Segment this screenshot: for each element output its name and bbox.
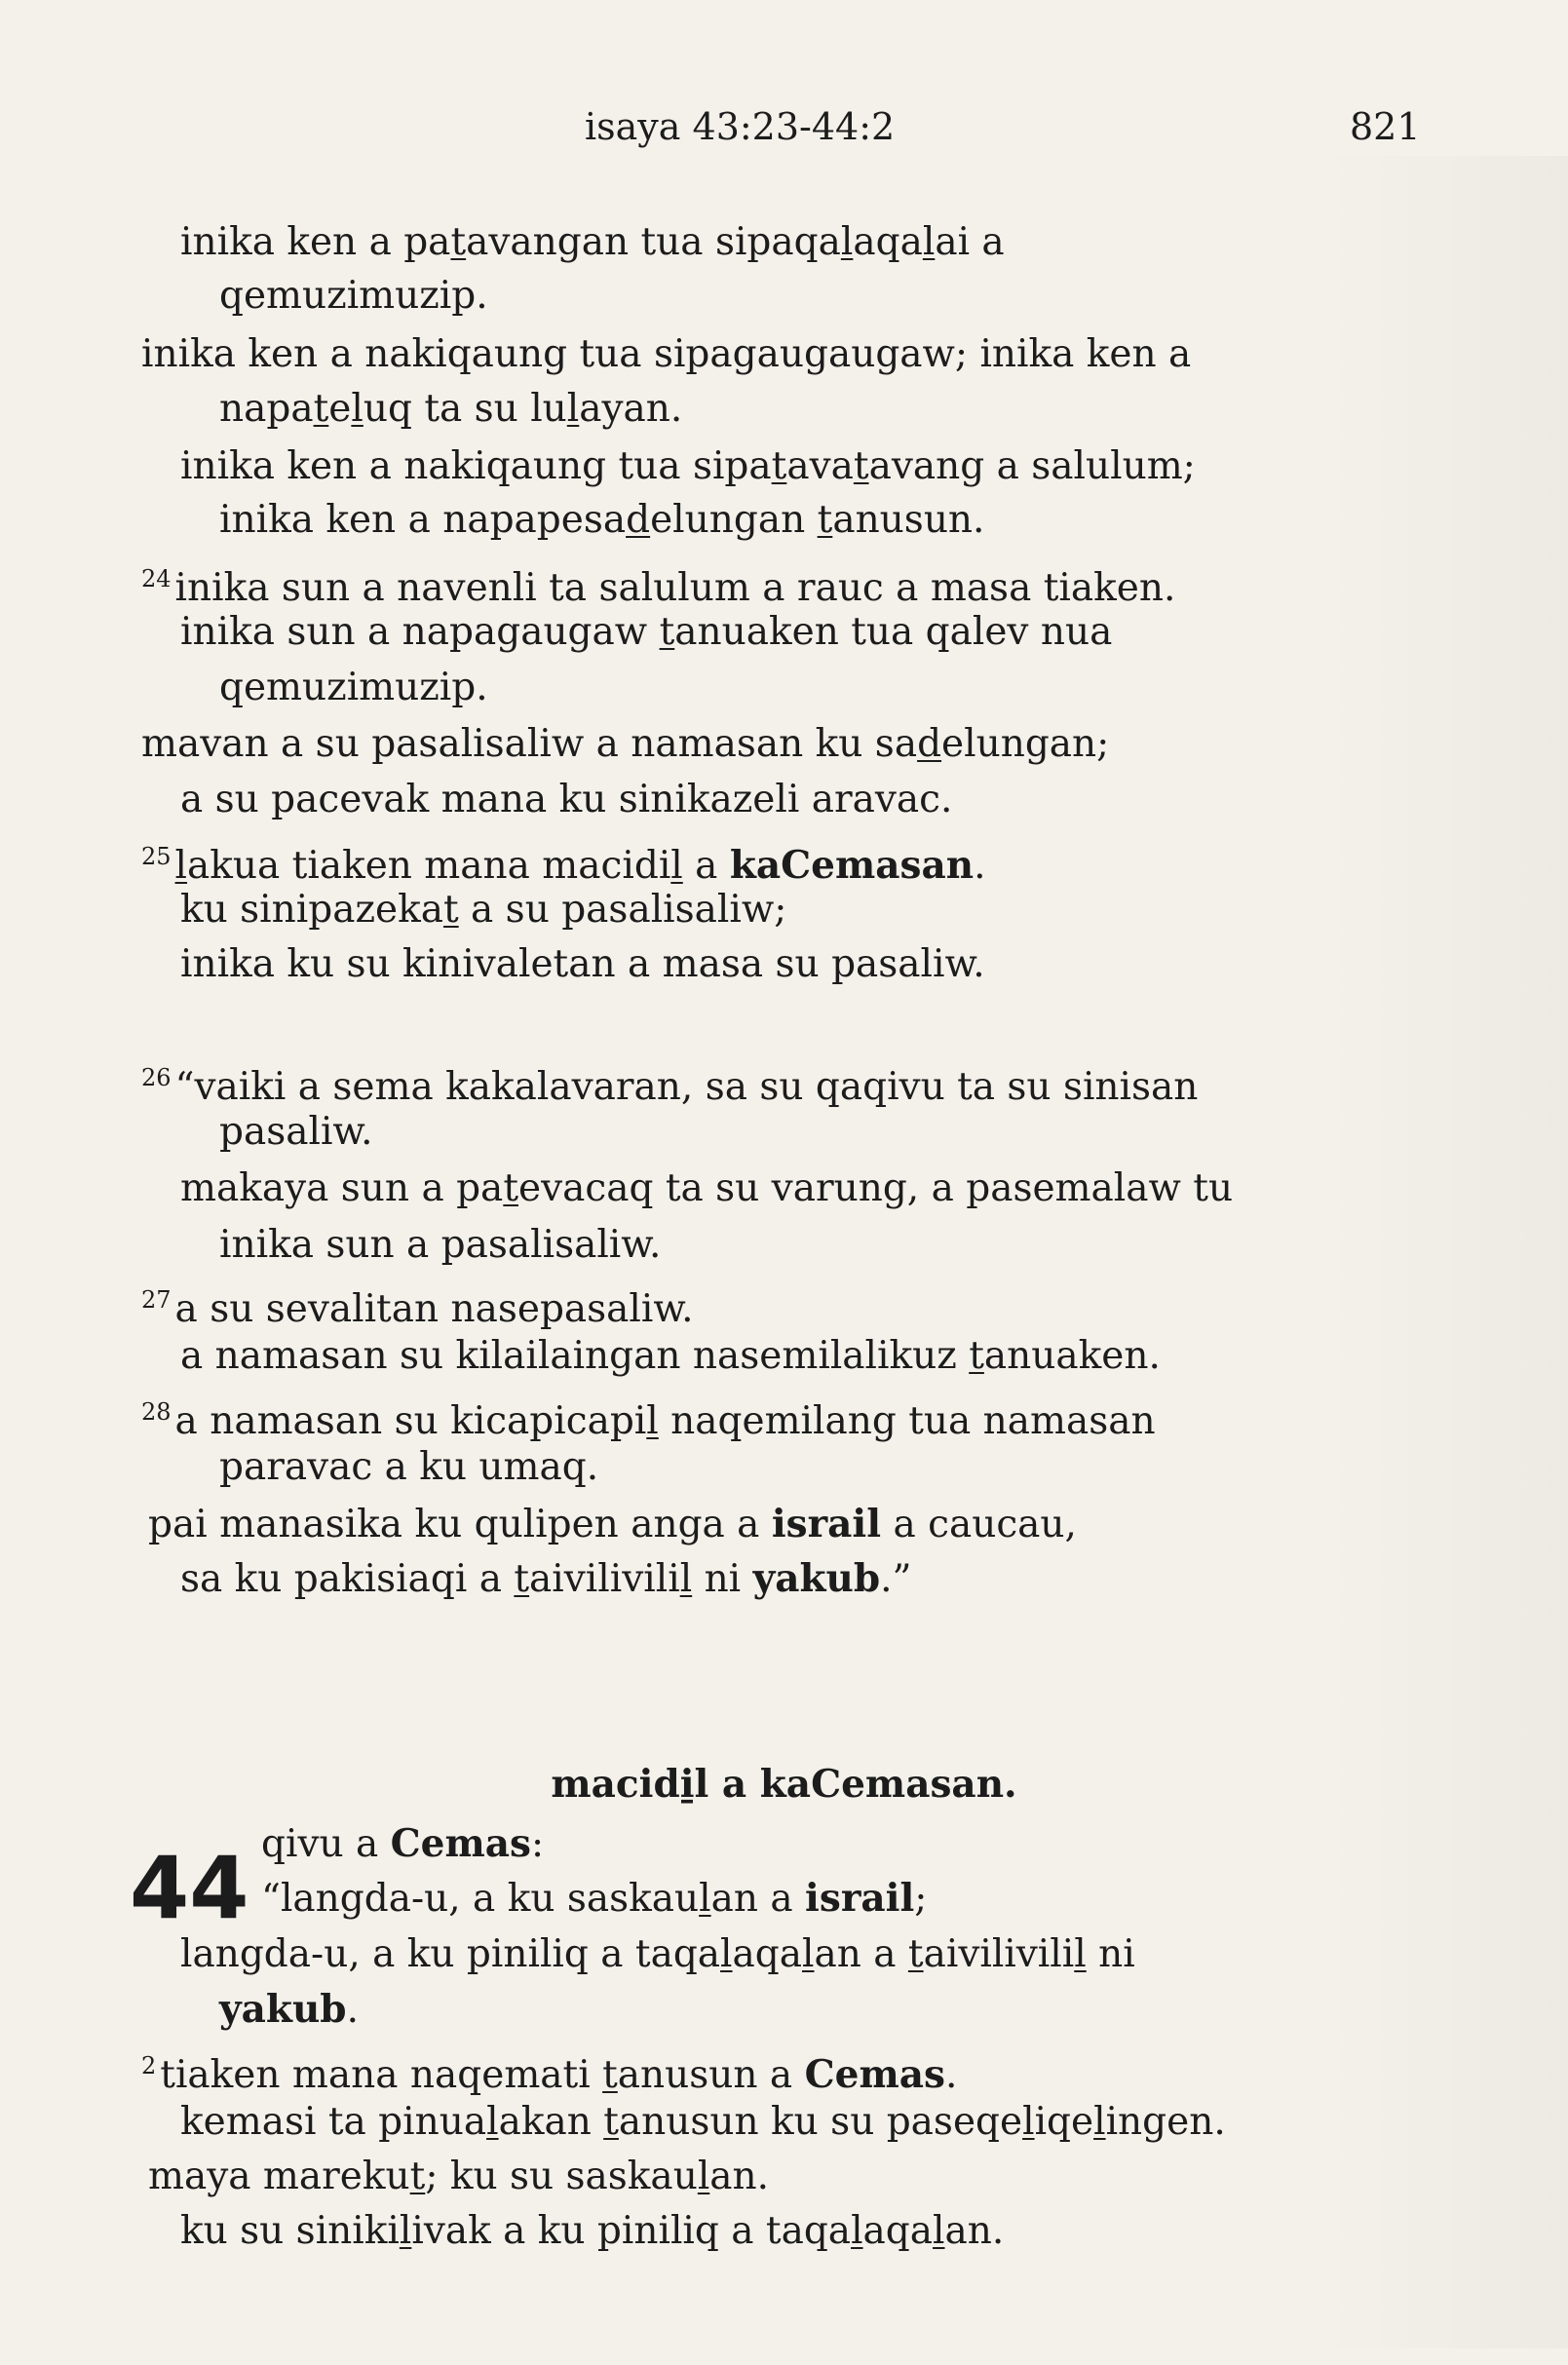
running-title: isaya 43:23-44:2: [585, 105, 896, 148]
underlined-letter: l: [802, 1932, 815, 1976]
text-line: inika ken a patavangan tua sipaqalaqalai a: [180, 220, 1005, 264]
verse-number: 28: [141, 1398, 172, 1426]
verse-number: 26: [141, 1064, 172, 1091]
underlined-letter: l: [351, 387, 363, 431]
text-line: ku su sinikilivak a ku piniliq a taqalaqalan.: [180, 2209, 1005, 2253]
chapter-number: 44: [130, 1838, 249, 1938]
bold-name: israil: [771, 1502, 882, 1546]
text-line: qivu a Cemas:: [261, 1821, 545, 1866]
text-line: pasaliw.: [219, 1110, 373, 1154]
underlined-letter: l: [1022, 2100, 1035, 2144]
underlined-letter: t: [602, 2053, 618, 2097]
verse-number: 27: [141, 1286, 172, 1314]
underlined-letter: t: [817, 498, 833, 542]
underlined-letter: l: [933, 2209, 945, 2253]
bold-name: yakub: [752, 1556, 881, 1601]
running-header: [0, 105, 1568, 164]
text-line: “langda-u, a ku saskaulan a israil;: [261, 1876, 928, 1921]
underlined-letter: l: [486, 2100, 499, 2144]
text-line: langda-u, a ku piniliq a taqalaqalan a taivilivilil ni: [180, 1932, 1135, 1976]
underlined-letter: l: [1093, 2100, 1106, 2144]
text-line: $^{26}$ “vaiki a sema kakalavaran, sa su qaqivu ta su sinisan: [141, 1064, 1199, 1109]
text-line: a namasan su kilailaingan nasemilalikuz tanuaken.: [180, 1334, 1161, 1378]
underlined-letter: l: [646, 1399, 659, 1443]
text-line: maya marekut; ku su saskaulan.: [148, 2155, 770, 2198]
text-line: sa ku pakisiaqi a taivilivilil ni yakub.”: [180, 1556, 912, 1601]
text-line: kemasi ta pinualakan tanusun ku su paseqeliqelingen.: [180, 2100, 1226, 2144]
underlined-letter: t: [853, 444, 869, 488]
underlined-letter: l: [697, 2155, 710, 2198]
text-line: qemuzimuzip.: [219, 274, 488, 318]
text-line: napateluq ta su lulayan.: [219, 387, 683, 431]
underlined-letter: l: [720, 1932, 733, 1976]
text-line: qemuzimuzip.: [219, 666, 488, 709]
underlined-letter: t: [450, 220, 467, 264]
bold-name: Cemas: [390, 1821, 531, 1866]
text-line: paravac a ku umaq.: [219, 1445, 599, 1489]
underlined-letter: l: [174, 844, 188, 888]
underlined-letter: d: [917, 722, 942, 766]
show-through-shading: [1324, 156, 1568, 2348]
verse-number: 25: [141, 843, 172, 870]
underlined-letter: t: [659, 610, 675, 654]
text-line: $^{24}$ inika sun a navenli ta salulum a rauc a masa tiaken.: [141, 565, 1176, 610]
underlined-letter: l: [670, 844, 683, 888]
text-line: inika ken a nakiqaung tua sipatavatavang a salulum;: [180, 444, 1196, 488]
section-heading: macidi̱l a kaCemasan.: [551, 1762, 1017, 1807]
text-line: ku sinipazekat a su pasalisaliw;: [180, 888, 787, 932]
underlined-letter: l: [679, 1557, 693, 1601]
text-line: inika sun a napagaugaw tanuaken tua qalev nua: [180, 610, 1113, 654]
text-line: inika ken a nakiqaung tua sipagaugaugaw; inika ken a: [141, 332, 1192, 376]
underlined-letter: d: [626, 498, 651, 542]
underlined-letter: t: [771, 444, 787, 488]
text-line: $^2$ tiaken mana naqemati tanusun a Cemas.: [141, 2052, 958, 2097]
text-line: inika sun a pasalisaliw.: [219, 1223, 662, 1267]
underlined-letter: t: [442, 888, 459, 932]
text-line: mavan a su pasalisaliw a namasan ku sadelungan;: [141, 722, 1110, 766]
bold-name: Cemas: [804, 2052, 945, 2097]
underlined-letter: l: [840, 220, 854, 264]
text-line: $^{28}$ a namasan su kicapicapil naqemilang tua namasan: [141, 1398, 1156, 1443]
bold-name: kaCemasan: [729, 843, 975, 888]
text-line: inika ku su kinivaletan a masa su pasaliw.: [180, 942, 985, 986]
underlined-letter: t: [603, 2100, 619, 2144]
underlined-letter: l: [922, 220, 936, 264]
underlined-letter: l: [399, 2209, 412, 2253]
text-line: inika ken a napapesadelungan tanusun.: [219, 498, 985, 542]
bold-name: yakub: [219, 1987, 347, 2032]
underlined-letter: t: [907, 1932, 924, 1976]
underlined-letter: l: [566, 387, 580, 431]
verse-number: 2: [141, 2052, 157, 2079]
text-line: pai manasika ku qulipen anga a israil a caucau,: [148, 1502, 1077, 1546]
text-line: yakub.: [219, 1987, 359, 2032]
underlined-letter: t: [313, 387, 329, 431]
page-number: 821: [1350, 105, 1421, 148]
underlined-letter: t: [969, 1334, 984, 1378]
underlined-letter: t: [503, 1166, 518, 1210]
text-line: makaya sun a patevacaq ta su varung, a pasemalaw tu: [180, 1166, 1234, 1210]
underlined-letter: l: [699, 1877, 711, 1921]
text-line: a su pacevak mana ku sinikazeli aravac.: [180, 778, 953, 821]
underlined-letter: l: [1074, 1932, 1087, 1976]
underlined-letter: t: [409, 2155, 426, 2198]
underlined-letter: t: [514, 1557, 530, 1601]
text-line: $^{27}$ a su sevalitan nasepasaliw.: [141, 1286, 694, 1331]
verse-number: 24: [141, 565, 172, 592]
underlined-letter: l: [851, 2209, 863, 2253]
bold-name: israil: [805, 1876, 915, 1921]
text-line: $^{25}$ lakua tiaken mana macidil a kaCemasan.: [141, 843, 986, 888]
